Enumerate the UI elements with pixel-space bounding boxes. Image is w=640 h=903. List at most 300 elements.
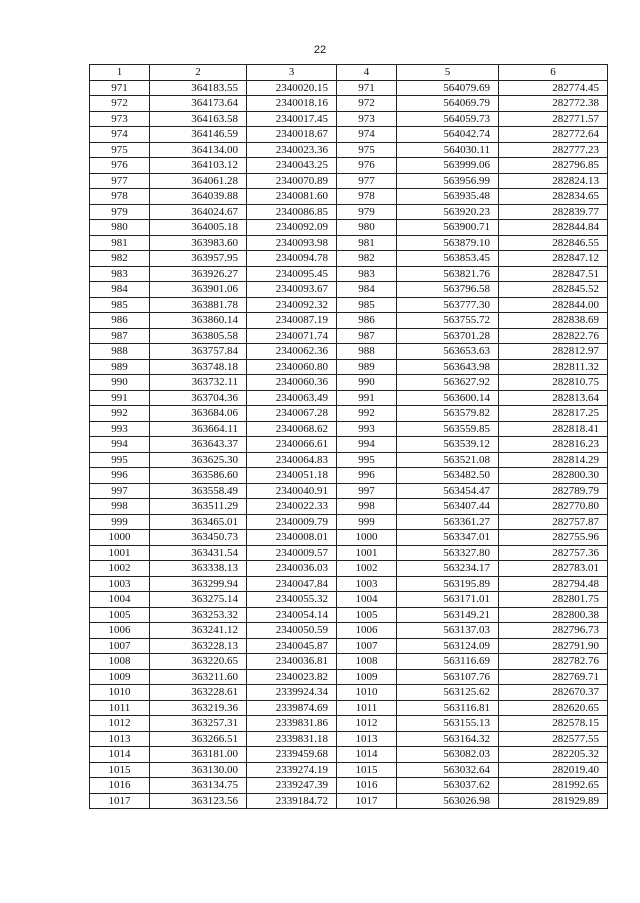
table-cell: 2340009.79 xyxy=(247,514,337,530)
table-row xyxy=(90,173,608,189)
table-cell: 1001 xyxy=(337,545,397,561)
table-cell: 563821.76 xyxy=(397,266,499,282)
table-cell: 364005.18 xyxy=(150,220,247,236)
table-cell: 282846.55 xyxy=(499,235,608,251)
table-row xyxy=(90,499,608,515)
table-cell: 2340036.03 xyxy=(247,561,337,577)
table-cell: 563653.63 xyxy=(397,344,499,360)
table-cell: 999 xyxy=(337,514,397,530)
table-row xyxy=(90,716,608,732)
table-row xyxy=(90,328,608,344)
table-cell: 563935.48 xyxy=(397,189,499,205)
table-cell: 979 xyxy=(90,204,150,220)
table-cell: 1009 xyxy=(90,669,150,685)
table-cell: 282796.85 xyxy=(499,158,608,174)
table-cell: 2340095.45 xyxy=(247,266,337,282)
table-cell: 364039.88 xyxy=(150,189,247,205)
table-cell: 997 xyxy=(90,483,150,499)
table-cell: 975 xyxy=(90,142,150,158)
table-cell: 282783.01 xyxy=(499,561,608,577)
table-cell: 2340092.32 xyxy=(247,297,337,313)
table-cell: 282818.41 xyxy=(499,421,608,437)
table-row xyxy=(90,96,608,112)
table-cell: 985 xyxy=(90,297,150,313)
table-cell: 282789.79 xyxy=(499,483,608,499)
table-cell: 564042.74 xyxy=(397,127,499,143)
table-header-row xyxy=(90,65,608,81)
table-cell: 2340070.89 xyxy=(247,173,337,189)
table-cell: 992 xyxy=(90,406,150,422)
table-cell: 282620.65 xyxy=(499,700,608,716)
table-cell: 1011 xyxy=(337,700,397,716)
table-cell: 563600.14 xyxy=(397,390,499,406)
table-row xyxy=(90,251,608,267)
table-cell: 988 xyxy=(337,344,397,360)
table-cell: 2340018.16 xyxy=(247,96,337,112)
table-cell: 1008 xyxy=(337,654,397,670)
table-row xyxy=(90,483,608,499)
table-cell: 2340092.09 xyxy=(247,220,337,236)
table-cell: 563107.76 xyxy=(397,669,499,685)
table-row xyxy=(90,793,608,809)
table-cell: 2339874.69 xyxy=(247,700,337,716)
table-cell: 993 xyxy=(90,421,150,437)
table-row xyxy=(90,762,608,778)
table-cell: 563407.44 xyxy=(397,499,499,515)
table-cell: 985 xyxy=(337,297,397,313)
table-cell: 2339924.34 xyxy=(247,685,337,701)
column-header: 1 xyxy=(90,65,150,81)
table-row xyxy=(90,638,608,654)
table-cell: 992 xyxy=(337,406,397,422)
table-cell: 2340081.60 xyxy=(247,189,337,205)
table-cell: 282777.23 xyxy=(499,142,608,158)
table-cell: 282019.40 xyxy=(499,762,608,778)
table-cell: 2340094.78 xyxy=(247,251,337,267)
table-cell: 995 xyxy=(337,452,397,468)
table-cell: 973 xyxy=(90,111,150,127)
table-row xyxy=(90,282,608,298)
table-cell: 563124.09 xyxy=(397,638,499,654)
table-cell: 282794.48 xyxy=(499,576,608,592)
table-row xyxy=(90,406,608,422)
table-cell: 563234.17 xyxy=(397,561,499,577)
table-cell: 1001 xyxy=(90,545,150,561)
table-cell: 2340066.61 xyxy=(247,437,337,453)
table-cell: 1013 xyxy=(337,731,397,747)
table-cell: 980 xyxy=(90,220,150,236)
table-cell: 363241.12 xyxy=(150,623,247,639)
table-cell: 364103.12 xyxy=(150,158,247,174)
table-row xyxy=(90,576,608,592)
table-row xyxy=(90,189,608,205)
table-cell: 363957.95 xyxy=(150,251,247,267)
table-cell: 563521.08 xyxy=(397,452,499,468)
table-cell: 979 xyxy=(337,204,397,220)
table-cell: 1014 xyxy=(90,747,150,763)
table-cell: 363704.36 xyxy=(150,390,247,406)
table-row xyxy=(90,530,608,546)
column-header: 6 xyxy=(499,65,608,81)
column-header: 4 xyxy=(337,65,397,81)
table-cell: 981 xyxy=(337,235,397,251)
table-cell: 364061.28 xyxy=(150,173,247,189)
table-cell: 563195.89 xyxy=(397,576,499,592)
table-cell: 2340018.67 xyxy=(247,127,337,143)
table-cell: 282816.23 xyxy=(499,437,608,453)
table-cell: 282834.65 xyxy=(499,189,608,205)
table-cell: 282782.76 xyxy=(499,654,608,670)
table-row xyxy=(90,700,608,716)
table-body xyxy=(90,65,608,809)
table-cell: 282772.64 xyxy=(499,127,608,143)
table-cell: 1003 xyxy=(337,576,397,592)
table-cell: 564069.79 xyxy=(397,96,499,112)
table-cell: 2340087.19 xyxy=(247,313,337,329)
table-cell: 363684.06 xyxy=(150,406,247,422)
table-cell: 363586.60 xyxy=(150,468,247,484)
table-cell: 973 xyxy=(337,111,397,127)
table-cell: 363643.37 xyxy=(150,437,247,453)
table-cell: 1003 xyxy=(90,576,150,592)
table-cell: 978 xyxy=(337,189,397,205)
table-cell: 983 xyxy=(90,266,150,282)
table-cell: 986 xyxy=(90,313,150,329)
table-row xyxy=(90,142,608,158)
table-cell: 2340060.80 xyxy=(247,359,337,375)
table-cell: 2340043.25 xyxy=(247,158,337,174)
table-cell: 1012 xyxy=(337,716,397,732)
table-cell: 282813.64 xyxy=(499,390,608,406)
table-cell: 974 xyxy=(337,127,397,143)
table-cell: 364163.58 xyxy=(150,111,247,127)
table-cell: 563171.01 xyxy=(397,592,499,608)
table-cell: 282772.38 xyxy=(499,96,608,112)
table-cell: 1000 xyxy=(90,530,150,546)
table-cell: 981 xyxy=(90,235,150,251)
table-cell: 363257.31 xyxy=(150,716,247,732)
table-cell: 986 xyxy=(337,313,397,329)
table-cell: 2340086.85 xyxy=(247,204,337,220)
table-cell: 563482.50 xyxy=(397,468,499,484)
table-cell: 363748.18 xyxy=(150,359,247,375)
table-cell: 282791.90 xyxy=(499,638,608,654)
table-row xyxy=(90,561,608,577)
table-cell: 282811.32 xyxy=(499,359,608,375)
table-cell: 987 xyxy=(337,328,397,344)
table-cell: 1004 xyxy=(90,592,150,608)
table-cell: 563032.64 xyxy=(397,762,499,778)
table-cell: 2340067.28 xyxy=(247,406,337,422)
table-cell: 363983.60 xyxy=(150,235,247,251)
table-cell: 563999.06 xyxy=(397,158,499,174)
table-row xyxy=(90,592,608,608)
table-row xyxy=(90,421,608,437)
table-cell: 990 xyxy=(337,375,397,391)
table-cell: 975 xyxy=(337,142,397,158)
table-cell: 563037.62 xyxy=(397,778,499,794)
table-cell: 563900.71 xyxy=(397,220,499,236)
table-cell: 363881.78 xyxy=(150,297,247,313)
table-cell: 976 xyxy=(90,158,150,174)
table-cell: 363805.58 xyxy=(150,328,247,344)
table-cell: 363901.06 xyxy=(150,282,247,298)
table-cell: 282844.00 xyxy=(499,297,608,313)
table-cell: 282817.25 xyxy=(499,406,608,422)
table-cell: 563137.03 xyxy=(397,623,499,639)
table-cell: 563327.80 xyxy=(397,545,499,561)
table-cell: 363130.00 xyxy=(150,762,247,778)
table-cell: 563082.03 xyxy=(397,747,499,763)
table-cell: 1016 xyxy=(90,778,150,794)
table-cell: 1000 xyxy=(337,530,397,546)
table-cell: 1013 xyxy=(90,731,150,747)
table-cell: 2339247.39 xyxy=(247,778,337,794)
table-cell: 282757.36 xyxy=(499,545,608,561)
table-cell: 564059.73 xyxy=(397,111,499,127)
table-cell: 282769.71 xyxy=(499,669,608,685)
table-cell: 2340020.15 xyxy=(247,80,337,96)
table-cell: 2340022.33 xyxy=(247,499,337,515)
table-cell: 563627.92 xyxy=(397,375,499,391)
table-row xyxy=(90,313,608,329)
table-cell: 977 xyxy=(337,173,397,189)
table-cell: 563853.45 xyxy=(397,251,499,267)
table-row xyxy=(90,623,608,639)
table-cell: 2339831.86 xyxy=(247,716,337,732)
table-row xyxy=(90,545,608,561)
table-cell: 282771.57 xyxy=(499,111,608,127)
table-cell: 282844.84 xyxy=(499,220,608,236)
table-cell: 363732.11 xyxy=(150,375,247,391)
table-cell: 1006 xyxy=(337,623,397,639)
table-cell: 282822.76 xyxy=(499,328,608,344)
table-cell: 2340063.49 xyxy=(247,390,337,406)
table-row xyxy=(90,514,608,530)
table-cell: 282824.13 xyxy=(499,173,608,189)
table-cell: 363181.00 xyxy=(150,747,247,763)
table-cell: 996 xyxy=(337,468,397,484)
table-row xyxy=(90,778,608,794)
table-row xyxy=(90,204,608,220)
table-cell: 976 xyxy=(337,158,397,174)
table-row xyxy=(90,375,608,391)
table-cell: 1005 xyxy=(337,607,397,623)
table-cell: 282205.32 xyxy=(499,747,608,763)
table-cell: 2340017.45 xyxy=(247,111,337,127)
table-cell: 971 xyxy=(337,80,397,96)
table-cell: 2340023.36 xyxy=(247,142,337,158)
table-cell: 282770.80 xyxy=(499,499,608,515)
table-cell: 988 xyxy=(90,344,150,360)
column-header: 3 xyxy=(247,65,337,81)
table-cell: 996 xyxy=(90,468,150,484)
table-cell: 972 xyxy=(90,96,150,112)
table-cell: 2340062.36 xyxy=(247,344,337,360)
table-row xyxy=(90,266,608,282)
table-cell: 563643.98 xyxy=(397,359,499,375)
table-cell: 282838.69 xyxy=(499,313,608,329)
table-cell: 2340009.57 xyxy=(247,545,337,561)
table-cell: 363299.94 xyxy=(150,576,247,592)
table-row xyxy=(90,127,608,143)
table-cell: 363253.32 xyxy=(150,607,247,623)
table-cell: 987 xyxy=(90,328,150,344)
table-cell: 984 xyxy=(337,282,397,298)
table-cell: 989 xyxy=(337,359,397,375)
table-cell: 563026.98 xyxy=(397,793,499,809)
table-cell: 282757.87 xyxy=(499,514,608,530)
table-cell: 1011 xyxy=(90,700,150,716)
table-cell: 2339184.72 xyxy=(247,793,337,809)
table-cell: 2340047.84 xyxy=(247,576,337,592)
table-cell: 991 xyxy=(337,390,397,406)
table-cell: 364146.59 xyxy=(150,127,247,143)
table-cell: 1002 xyxy=(337,561,397,577)
table-cell: 994 xyxy=(337,437,397,453)
table-cell: 1006 xyxy=(90,623,150,639)
column-header: 5 xyxy=(397,65,499,81)
table-cell: 563777.30 xyxy=(397,297,499,313)
table-cell: 363228.13 xyxy=(150,638,247,654)
table-cell: 989 xyxy=(90,359,150,375)
table-cell: 2340068.62 xyxy=(247,421,337,437)
table-cell: 282774.45 xyxy=(499,80,608,96)
table-cell: 282810.75 xyxy=(499,375,608,391)
table-cell: 995 xyxy=(90,452,150,468)
table-cell: 1015 xyxy=(337,762,397,778)
table-cell: 2340060.36 xyxy=(247,375,337,391)
table-cell: 563956.99 xyxy=(397,173,499,189)
table-cell: 282814.29 xyxy=(499,452,608,468)
table-cell: 282796.73 xyxy=(499,623,608,639)
table-cell: 563116.69 xyxy=(397,654,499,670)
table-cell: 363450.73 xyxy=(150,530,247,546)
table-cell: 282755.96 xyxy=(499,530,608,546)
table-cell: 978 xyxy=(90,189,150,205)
table-cell: 363926.27 xyxy=(150,266,247,282)
table-cell: 2340040.91 xyxy=(247,483,337,499)
table-cell: 2340051.18 xyxy=(247,468,337,484)
table-row xyxy=(90,437,608,453)
table-cell: 564030.11 xyxy=(397,142,499,158)
table-cell: 998 xyxy=(337,499,397,515)
table-row xyxy=(90,158,608,174)
table-cell: 563347.01 xyxy=(397,530,499,546)
table-row xyxy=(90,731,608,747)
table-cell: 563149.21 xyxy=(397,607,499,623)
table-cell: 2340055.32 xyxy=(247,592,337,608)
table-row xyxy=(90,669,608,685)
table-row xyxy=(90,344,608,360)
table-cell: 563454.47 xyxy=(397,483,499,499)
table-cell: 281992.65 xyxy=(499,778,608,794)
table-cell: 282801.75 xyxy=(499,592,608,608)
table-cell: 2340071.74 xyxy=(247,328,337,344)
table-row xyxy=(90,359,608,375)
table-cell: 282845.52 xyxy=(499,282,608,298)
table-cell: 563125.62 xyxy=(397,685,499,701)
table-cell: 282812.97 xyxy=(499,344,608,360)
table-cell: 980 xyxy=(337,220,397,236)
table-cell: 1016 xyxy=(337,778,397,794)
coordinates-table xyxy=(89,64,608,809)
table-cell: 282800.38 xyxy=(499,607,608,623)
table-cell: 2340093.67 xyxy=(247,282,337,298)
table-cell: 282839.77 xyxy=(499,204,608,220)
table-cell: 364183.55 xyxy=(150,80,247,96)
table-cell: 363275.14 xyxy=(150,592,247,608)
table-row xyxy=(90,747,608,763)
table-row xyxy=(90,235,608,251)
table-cell: 281929.89 xyxy=(499,793,608,809)
table-cell: 1017 xyxy=(337,793,397,809)
table-cell: 1002 xyxy=(90,561,150,577)
table-cell: 972 xyxy=(337,96,397,112)
table-cell: 282800.30 xyxy=(499,468,608,484)
table-cell: 363558.49 xyxy=(150,483,247,499)
table-cell: 2340008.01 xyxy=(247,530,337,546)
table-cell: 991 xyxy=(90,390,150,406)
table-cell: 1008 xyxy=(90,654,150,670)
table-cell: 2340054.14 xyxy=(247,607,337,623)
table-cell: 282847.51 xyxy=(499,266,608,282)
table-cell: 563559.85 xyxy=(397,421,499,437)
column-header: 2 xyxy=(150,65,247,81)
table-cell: 363465.01 xyxy=(150,514,247,530)
table-cell: 982 xyxy=(337,251,397,267)
table-cell: 563755.72 xyxy=(397,313,499,329)
table-cell: 1007 xyxy=(90,638,150,654)
table-row xyxy=(90,607,608,623)
table-cell: 2339274.19 xyxy=(247,762,337,778)
table-cell: 2339831.18 xyxy=(247,731,337,747)
table-cell: 363338.13 xyxy=(150,561,247,577)
table-cell: 364024.67 xyxy=(150,204,247,220)
table-cell: 563920.23 xyxy=(397,204,499,220)
table-row xyxy=(90,80,608,96)
table-cell: 363220.65 xyxy=(150,654,247,670)
table-cell: 998 xyxy=(90,499,150,515)
table-cell: 971 xyxy=(90,80,150,96)
table-cell: 2340045.87 xyxy=(247,638,337,654)
table-cell: 363123.56 xyxy=(150,793,247,809)
table-cell: 563155.13 xyxy=(397,716,499,732)
table-cell: 2340050.59 xyxy=(247,623,337,639)
table-cell: 1010 xyxy=(90,685,150,701)
table-cell: 563164.32 xyxy=(397,731,499,747)
table-row xyxy=(90,468,608,484)
table-cell: 990 xyxy=(90,375,150,391)
table-row xyxy=(90,654,608,670)
table-cell: 999 xyxy=(90,514,150,530)
table-cell: 282577.55 xyxy=(499,731,608,747)
table-row xyxy=(90,685,608,701)
table-cell: 982 xyxy=(90,251,150,267)
table-cell: 363219.36 xyxy=(150,700,247,716)
table-cell: 282847.12 xyxy=(499,251,608,267)
table-cell: 363625.30 xyxy=(150,452,247,468)
table-cell: 993 xyxy=(337,421,397,437)
table-cell: 2339459.68 xyxy=(247,747,337,763)
page-number: 22 xyxy=(313,44,327,56)
table-cell: 984 xyxy=(90,282,150,298)
table-cell: 1004 xyxy=(337,592,397,608)
table-cell: 564079.69 xyxy=(397,80,499,96)
table-cell: 563579.82 xyxy=(397,406,499,422)
table-cell: 2340036.81 xyxy=(247,654,337,670)
table-cell: 983 xyxy=(337,266,397,282)
